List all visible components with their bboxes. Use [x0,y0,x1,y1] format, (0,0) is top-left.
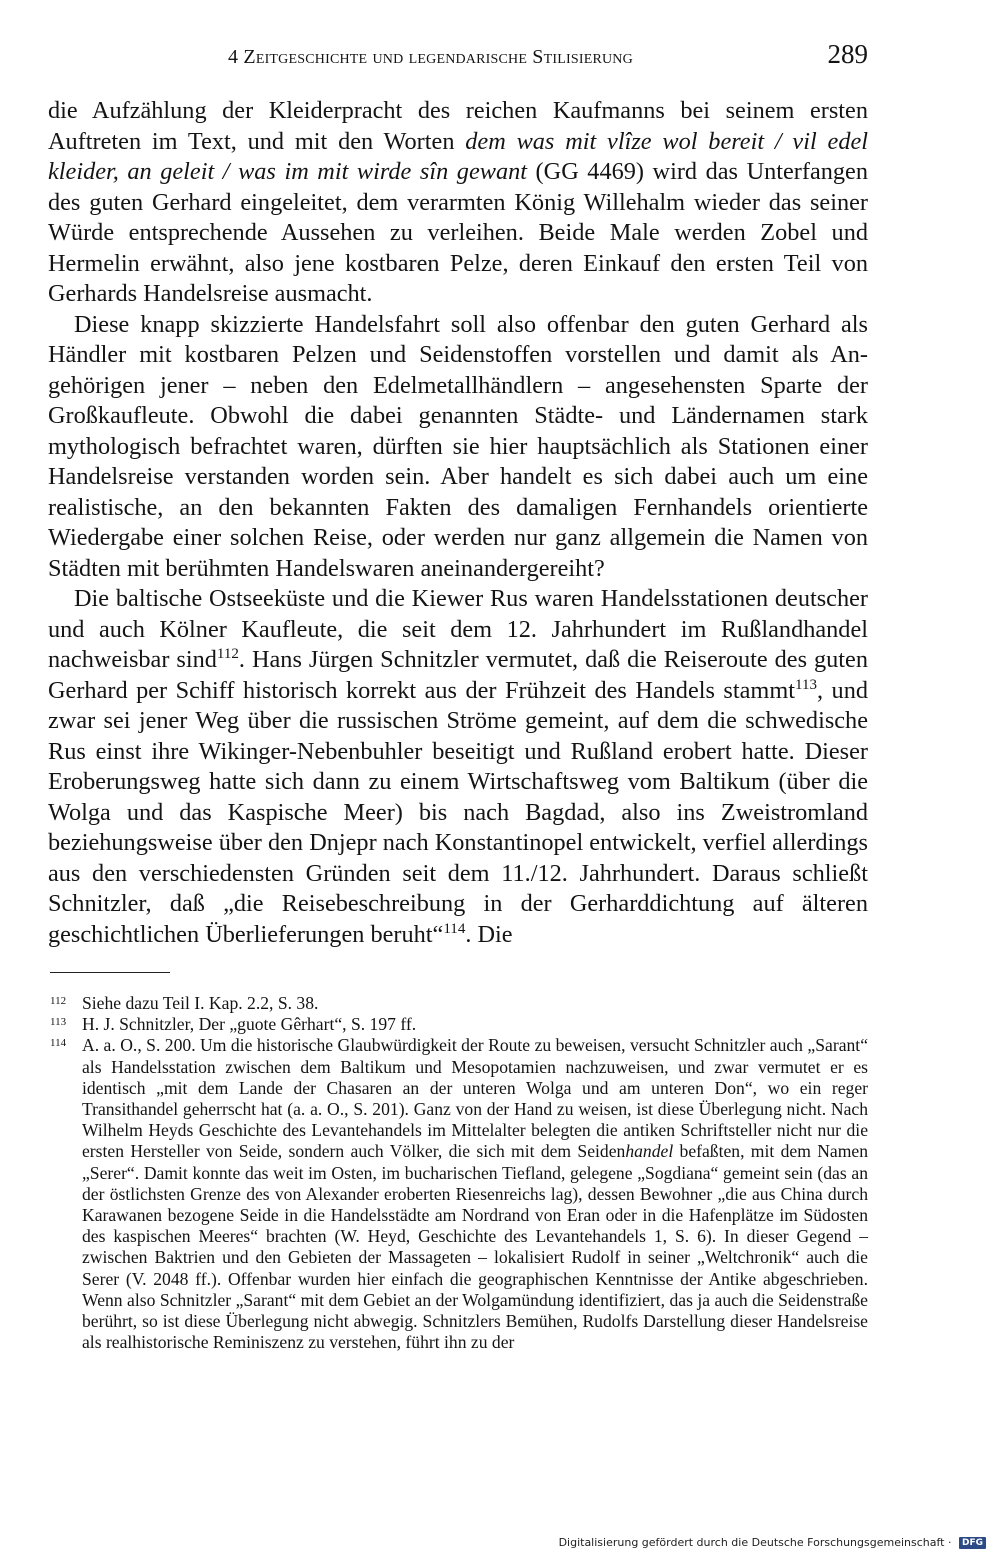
running-head-title: 4 Zeitgeschichte und legendarische Stilisierung [228,46,633,68]
text-run: H. J. Schnitzler, Der „guote Gêrhart“, S. 197 ff. [82,1014,417,1035]
footnote-ref: 114 [443,920,466,937]
footnote-ref: 113 [794,676,817,693]
footnote-text [82,993,318,1013]
text-run: Diese knapp skizzierte Handelsfahrt soll also offenbar den guten Gerhard als Händler mit kostbaren Pelzen und Seidenstoffen vorstellen und damit als Angehörigen jener – neben den Edelmetallhändlern – angesehensten Sparte der Großkaufleute. Obwohl die dabei genannten Städte- und Ländernamen stark mythologisch befrachtet waren, dürften sie hier hauptsächlich als Stationen einer Handelsreise verstanden worden sein. Aber handelt es sich dabei auch um eine realistische, an den bekannten Fakten des damaligen Fernhandels orientierte Wiedergabe einer solchen Reise, oder werden nur ganz allgemein die Namen von Städten mit berühmten Handelswaren aneinandergereiht? [48,310,868,582]
paragraph [48,310,868,585]
running-header [48,36,868,80]
text-run: Die baltische Ostseeküste und die Kiewer Rus waren Handelsstationen deutscher und auch Kölner Kaufleute, die seit dem 12. Jahrhundert im Rußlandhandel nachweisbar sind [48,585,868,673]
dfg-logo-icon: DFG [959,1537,986,1549]
footnote-ref: 112 [216,645,239,662]
paragraph [48,584,868,950]
footnotes [48,993,868,1353]
footnote-number: 112 [50,995,67,1007]
footnote [48,1035,868,1353]
footnote [48,993,868,1014]
text-run: , und zwar sei jener Weg über die russischen Ströme gemeint, auf dem die schwedische Rus einst ihre Wikinger-Nebenbuhler beseitigt und Rußland erobert hatte. Dieser Eroberungsweg hatte sich dann zu einem Wirtschaftsweg vom Baltikum (über die Wolga und das Kaspische Meer) bis nach Bagdad, also ins Zweistromland beziehungsweise über den Dnjepr nach Konstantinopel entwickelt, verfiel allerdings aus den verschiedensten Gründen seit dem 11./12. Jahrhundert. Daraus schließt Schnitzler, daß „die Reisebeschreibung in der Gerharddichtung auf älteren geschichtlichen Überlieferungen beruht“ [48,676,869,948]
text-run: befaßten, mit dem Namen „Serer“. Damit konnte das weit im Osten, im bucharischen Tiefland, gelegene „Sogdiana“ gemeint sein (das an der östlichsten Grenze des von Alexander eroberten Riesenreichs lag), dessen Bewohner „die aus China durch Karawanen bezogene Seide in die Handelsstädte am Nordrand von Eran oder in die Hafenplätze im Südosten des kaspischen Meeres“ brachten (W. Heyd, Geschichte des Levantehandels 1, S. 6). In dieser Gegend – zwischen Baktrien und den Gebieten der Massageten – lokalisiert Rudolf in seiner „Weltchronik“ auch die Serer (V. 2048 ff.). Offenbar wurden hier einfach die geographischen Kenntnisse der Antike abgeschrieben. Wenn also Schnitzler „Sarant“ mit dem Gebiet an der Wolgamündung identifiziert, das ja auch die Seidenstraße berührt, so ist diese Überlegung nicht abwegig. Schnitzlers Bemühen, Rudolfs Darstellung dieser Handelsreise als realhistorische Reminiszenz zu verstehen, führt ihn zu der [82,1141,868,1353]
text-run: (GG 4469) wird das Unterfangen des guten Gerhard eingeleitet, dem verarmten König Willehalm wieder das seiner Würde entsprechende Aussehen zu verleihen. Beide Male werden Zobel und Hermelin erwähnt, also jene kostbaren Pelze, deren Einkauf den ersten Teil von Gerhards Handelsreise ausmacht. [48,158,868,307]
footnote-number: 114 [50,1037,67,1050]
paragraph [48,96,868,310]
footnote-number: 113 [50,1016,67,1029]
body-text [48,96,868,950]
text-run: . Die [465,920,513,948]
italic-text: dem was mit vlîze wol bereit / vil edel kleider, an geleit / was im mit wirde sîn gewant [48,127,868,185]
footnote-separator [50,972,170,973]
text-run: . Hans Jürgen Schnitzler vermutet, daß die Reiseroute des guten Gerhard per Schiff historisch korrekt aus der Frühzeit des Handels stammt [48,646,868,704]
page-number: 289 [827,39,868,69]
digitization-note: Digitalisierung gefördert durch die Deutsche Forschungsgemeinschaft · [558,1536,952,1549]
footnote [48,1014,868,1035]
text-run: A. a. O., S. 200. Um die historische Glaubwürdigkeit der Route zu beweisen, versucht Schnitzler auch „Sarant“ als Handelsstation zwischen dem Baltikum und Mesopotamien nachzuweisen, und zwar vermutet er es identisch „mit dem Lande der Chasaren an der unteren Wolga und am unteren Don“, wo ein reger Transithandel geherrscht hat (a. a. O., S. 201). Ganz von der Hand zu weisen, ist diese Überlegung nicht. Nach Wilhelm Heyds Geschichte des Levantehandels im Mittelalter belegten die antiken Schriftsteller nicht nur die ersten Hersteller von Seide, sondern auch Völker, die sich mit dem Seiden [82,1035,868,1162]
footnote-text [82,1035,868,1352]
footnote-text [82,1014,416,1034]
digitization-credit [559,1536,986,1549]
text-run: Siehe dazu Teil I. Kap. 2.2, S. 38. [82,993,319,1013]
italic-text: handel [625,1141,674,1162]
text-run: die Aufzählung der Kleiderpracht des reichen Kaufmanns bei seinem ersten Auftreten im Text, und mit den Worten [48,97,868,155]
